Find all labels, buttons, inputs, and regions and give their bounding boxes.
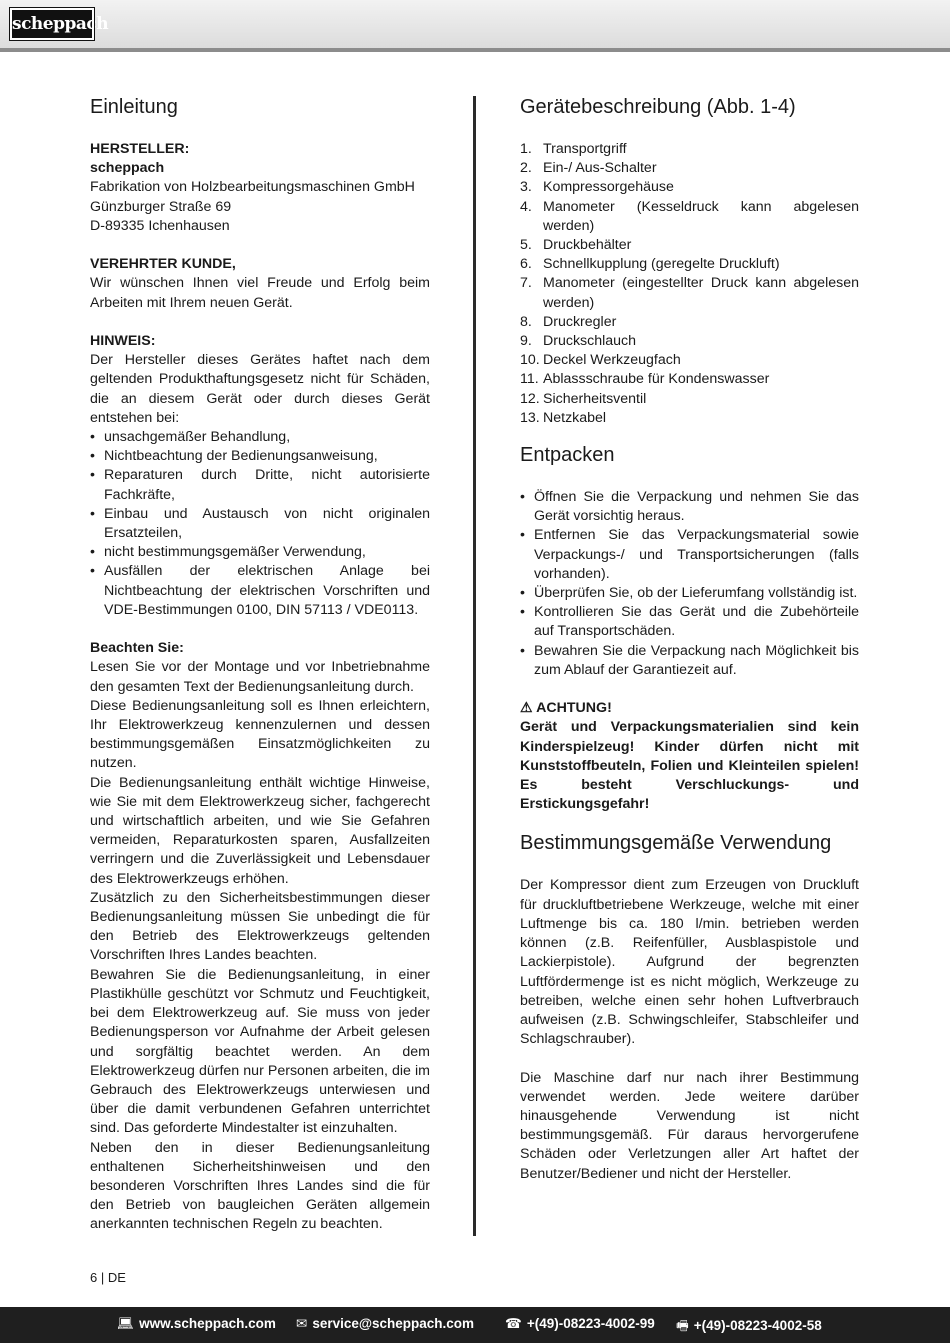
list-item: 11. Ablassschraube für Kondenswasser <box>520 371 770 388</box>
observe-paragraph: Neben den in dieser Bedienungsanleitung enthaltenen Sicherheitshinweisen und den besonderen Vorschriften Ihres Landes sind die für den Betrieb von baugleichen Geräten allgemein anerkannten technischen Regeln zu beachten. <box>90 1139 430 1233</box>
list-item: • Bewahren Sie die Verpackung nach Möglichkeit bis zum Ablauf der Garantiezeit auf. <box>520 642 859 680</box>
list-item: 5. Druckbehälter <box>520 237 632 254</box>
list-item: 7. Manometer (eingestellter Druck kann abgelesen werden) <box>520 275 859 311</box>
footer-web[interactable]: 💻︎ www.scheppach.com <box>117 1316 276 1331</box>
list-item: 3. Kompressorgehäuse <box>520 179 674 196</box>
fax-icon: 🖷︎ <box>676 1318 689 1333</box>
list-item: 1. Transportgriff <box>520 141 627 157</box>
list-item: • Überprüfen Sie, ob der Lieferumfang vollständig ist. <box>520 584 859 603</box>
list-item: 8. Druckregler <box>520 313 617 330</box>
address-line: Günzburger Straße 69 <box>90 198 232 215</box>
list-item: • Kontrollieren Sie das Gerät und die Zubehörteile auf Transportschäden. <box>520 603 859 641</box>
footer-phone: ☎︎ +(49)-08223-4002-99 <box>505 1316 655 1331</box>
list-item: 6. Schnellkupplung (geregelte Druckluft) <box>520 256 780 273</box>
manufacturer-name: scheppach <box>90 160 165 177</box>
parts-list <box>520 140 859 428</box>
unpack-list <box>520 488 859 680</box>
mail-icon: ✉︎ <box>296 1316 308 1331</box>
header-bar <box>0 0 950 48</box>
observe-paragraph: Zusätzlich zu den Sicherheitsbestimmungen dieser Bedienungsanleitung müssen Sie unbedingt die für den Betrieb des Elektrowerkzeugs geltenden Vorschriften Ihres Landes beachten. <box>90 889 430 964</box>
footer-bar <box>0 1307 950 1343</box>
list-item: • nicht bestimmungsgemäßer Verwendung, <box>90 543 430 562</box>
left-column <box>90 94 430 1235</box>
list-item: • Nichtbeachtung der Bedienungsanweisung, <box>90 447 430 466</box>
note-text: Der Hersteller dieses Gerätes haftet nach dem geltenden Produkthaftungsgesetz nicht für Schäden, die an diesem Gerät oder durch dieses Gerät entstehen bei: <box>90 352 430 426</box>
footer-email[interactable]: ✉︎ service@scheppach.com <box>296 1316 475 1331</box>
address-line: D-89335 Ichenhausen <box>90 217 230 234</box>
list-item: • Reparaturen durch Dritte, nicht autorisierte Fachkräfte, <box>90 466 430 504</box>
column-divider <box>473 96 476 1236</box>
list-item: 12. Sicherheitsventil <box>520 390 647 407</box>
section-title-einleitung: Einleitung <box>90 96 178 118</box>
use-paragraph: Der Kompressor dient zum Erzeugen von Druckluft für druckluftbetriebene Werkzeuge, welche mit einer Luftmenge bis ca. 180 l/min. betrieben werden können (z.B. Reifenfüller, Ausblaspistole und Lackierpistole). Aufgrund der begrenzten Luftfördermenge ist es nicht möglich, Werkzeuge zu betreiben, welche einen sehr hohen Luftverbrauch aufweisen (z.B. Schwingschleifer, Stabschleifer und Schlagschrauber). <box>520 877 859 1048</box>
list-item: 2. Ein-/ Aus-Schalter <box>520 160 657 177</box>
header-divider <box>0 48 950 52</box>
list-item: • unsachgemäßer Behandlung, <box>90 428 430 447</box>
note-list <box>90 428 430 620</box>
section-title-geraetebeschreibung: Gerätebeschreibung (Abb. 1-4) <box>520 96 796 118</box>
footer-fax: 🖷︎ +(49)-08223-4002-58 <box>676 1318 822 1333</box>
list-item: 13. Netzkabel <box>520 409 607 426</box>
section-title-verwendung: Bestimmungsgemäße Verwendung <box>520 832 832 855</box>
warning-label: ⚠ ACHTUNG! <box>520 700 612 717</box>
observe-paragraph: Diese Bedienungsanleitung soll es Ihnen erleichtern, Ihr Elektrowerkzeug kennenzulernen und dessen bestimmungsgemäßen Einsatzmöglichkeiten zu nutzen. <box>90 697 430 772</box>
right-column <box>520 94 859 1184</box>
observe-paragraph: Bewahren Sie die Bedienungsanleitung, in einer Plastikhülle geschützt vor Schmutz und Feuchtigkeit, bei dem Elektrowerkzeug auf. Sie muss von jeder Bedienungsperson vor Aufnahme der Arbeit gelesen und sorgfältig beachtet werden. An dem Elektrowerkzeug dürfen nur Personen arbeiten, die im Gebrauch des Elektrowerkzeugs unterwiesen und über die damit verbundenen Gefahren unterrichtet sind. Das geforderte Mindestalter ist einzuhalten. <box>90 966 430 1137</box>
list-item: • Einbau und Austausch von nicht originalen Ersatzteilen, <box>90 505 430 543</box>
list-item: • Öffnen Sie die Verpackung und nehmen Sie das Gerät vorsichtig heraus. <box>520 488 859 526</box>
use-paragraph: Die Maschine darf nur nach ihrer Bestimmung verwendet werden. Jede weitere darüber hinausgehende Verwendung ist nicht bestimmungsgemäß. Für daraus hervorgerufene Schäden oder Verletzungen aller Art haftet der Benutzer/Bediener und nicht der Hersteller. <box>520 1069 859 1182</box>
list-item: 10. Deckel Werkzeugfach <box>520 352 681 369</box>
address-line: Fabrikation von Holzbearbeitungsmaschinen GmbH <box>90 179 415 196</box>
phone-icon: ☎︎ <box>505 1316 522 1331</box>
computer-icon: 💻︎ <box>117 1316 135 1331</box>
page-number: 6 | DE <box>90 1270 126 1285</box>
note-label: HINWEIS: <box>90 333 156 349</box>
manufacturer-label: HERSTELLER: <box>90 141 190 157</box>
list-item: • Entfernen Sie das Verpackungsmaterial sowie Verpackungs-/ und Transportsicherungen (falls vorhanden). <box>520 526 859 584</box>
list-item: 4. Manometer (Kesseldruck kann abgelesen werden) <box>520 198 859 234</box>
list-item: 9. Druckschlauch <box>520 333 637 350</box>
list-item: • Ausfällen der elektrischen Anlage bei Nichtbeachtung der elektrischen Vorschriften und VDE-Bestimmungen 0100, DIN 57113 / VDE0113. <box>90 562 430 620</box>
section-title-entpacken: Entpacken <box>520 444 615 467</box>
observe-paragraph: Lesen Sie vor der Montage und vor Inbetriebnahme den gesamten Text der Bedienungsanleitung durch. <box>90 659 430 695</box>
customer-label: VEREHRTER KUNDE, <box>90 256 236 273</box>
warning-text: Gerät und Verpackungsmaterialien sind kein Kinderspielzeug! Kinder dürfen nicht mit Kunststoffbeuteln, Folien und Kleinteilen spielen! Es besteht Verschluckungs- und Erstickungsgefahr! <box>520 719 859 813</box>
observe-label: Beachten Sie: <box>90 640 184 657</box>
customer-text: Wir wünschen Ihnen viel Freude und Erfolg beim Arbeiten mit Ihrem neuen Gerät. <box>90 275 430 311</box>
observe-paragraph: Die Bedienungsanleitung enthält wichtige Hinweise, wie Sie mit dem Elektrowerkzeug sicher, fachgerecht und wirtschaftlich arbeiten, und wie Sie Gefahren vermeiden, Reparaturkosten sparen, Ausfallzeiten verringern und die Zuverlässigkeit und Lebensdauer des Elektrowerkzeugs erhöhen. <box>90 774 430 887</box>
scheppach-logo: scheppach <box>10 8 94 40</box>
